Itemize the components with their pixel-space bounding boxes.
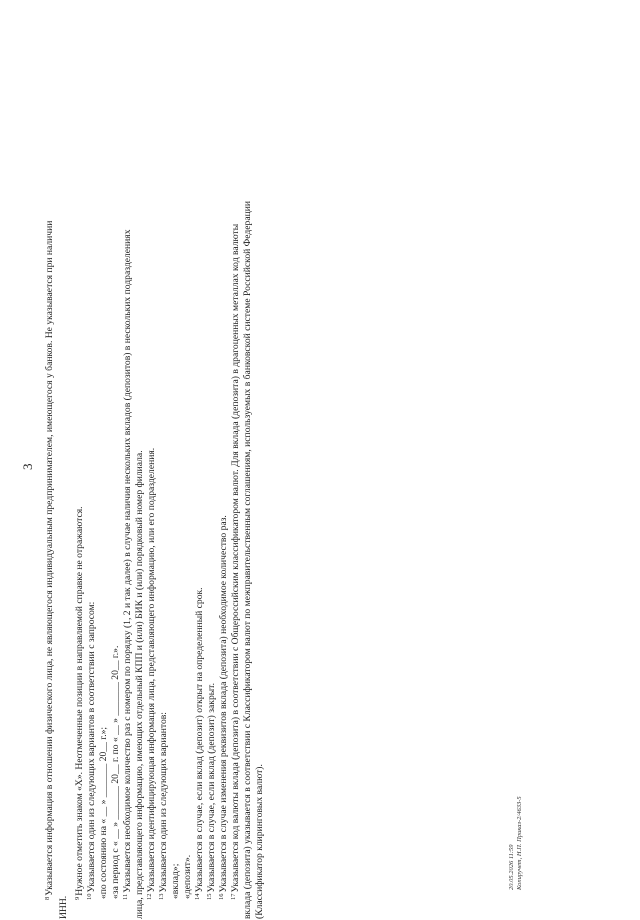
footnote-text: Указывается в случае, если вклад (депозит) открыт на определенный срок.: [194, 587, 205, 893]
footnote-marker: 17: [230, 893, 237, 900]
footnote-text: вклада (депозита) указывается в соответствии с Классификатором валют по межправительственным соглашениям, используемых в банковской системе Российской Федерации: [242, 201, 253, 919]
footnote-marker: 9: [74, 896, 81, 900]
footnote-marker: 13: [158, 893, 165, 900]
footnote-text: «по состоянию на « __ » _______ 20__ г.»;: [98, 726, 109, 899]
print-date-stamp: 20.05.2026 11:59: [508, 844, 515, 890]
footnote-text: Указывается информация в отношении физического лица, не являющегося индивидуальным предпринимателем, имеющегося у банков. Не указывается при наличии: [44, 220, 55, 896]
footnote-marker: 16: [218, 893, 225, 900]
footnote-marker: 11: [122, 893, 129, 900]
print-author-stamp: Копиручет, Н.П. Приказ-2/4633-5: [516, 796, 523, 890]
footnote-text: Указывается идентифицирующая информация лица, представляющего информацию, или его подразделения.: [146, 447, 157, 893]
footnote-marker: 14: [194, 893, 201, 900]
footnote-marker: 8: [44, 896, 51, 900]
footnote-text: (Классификатор клиринговых валют).: [254, 764, 265, 919]
footnote-text: Указывается необходимое количество раз с номером по порядку (1, 2 и так далее) в случае наличия нескольких вкладов (депозитов) в нескольких подразделениях: [122, 229, 133, 893]
footnote-line: [42, 221, 56, 900]
footnote-text: Указывается один из следующих вариантов:: [158, 712, 169, 893]
footnote-text: Указывается в случае изменения реквизитов вклада (депозита) необходимое количество раз.: [218, 515, 229, 893]
footnote-line: [252, 764, 266, 920]
footnote-marker: 12: [146, 893, 153, 900]
footnote-text: «депозит».: [182, 854, 193, 899]
footnote-text: Указывается один из следующих вариантов в соответствии с запросом:: [86, 601, 97, 893]
footnote-marker: 10: [86, 893, 93, 900]
footnote-line: [56, 896, 70, 920]
footnote-text: Указывается код валюты вклада (депозита) в соответствии с Общероссийским классификатором валют. Для вклада (депозита) в драгоценных металлах код валюты: [230, 223, 241, 893]
footnote-text: Указывается в случае, если вклад (депозит) закрыт.: [206, 682, 217, 893]
footnote-text: «вклад»;: [170, 863, 181, 899]
page-number: 3: [20, 463, 35, 470]
footnote-marker: 15: [206, 893, 213, 900]
footnote-text: ИНН.: [58, 895, 69, 919]
footnote-text: Нужное отметить знаком «Х». Неотмеченные позиции в направляемой справке не отражаются.: [74, 506, 85, 896]
footnote-text: «за период с « __ » _______ 20__ г. по « __ » _______ 20__ г.».: [110, 645, 121, 899]
footnote-text: лица, представляющего информацию, имеющих отдельный КПП и (или) БИК и (или) порядковый номер филиала.: [134, 450, 145, 919]
